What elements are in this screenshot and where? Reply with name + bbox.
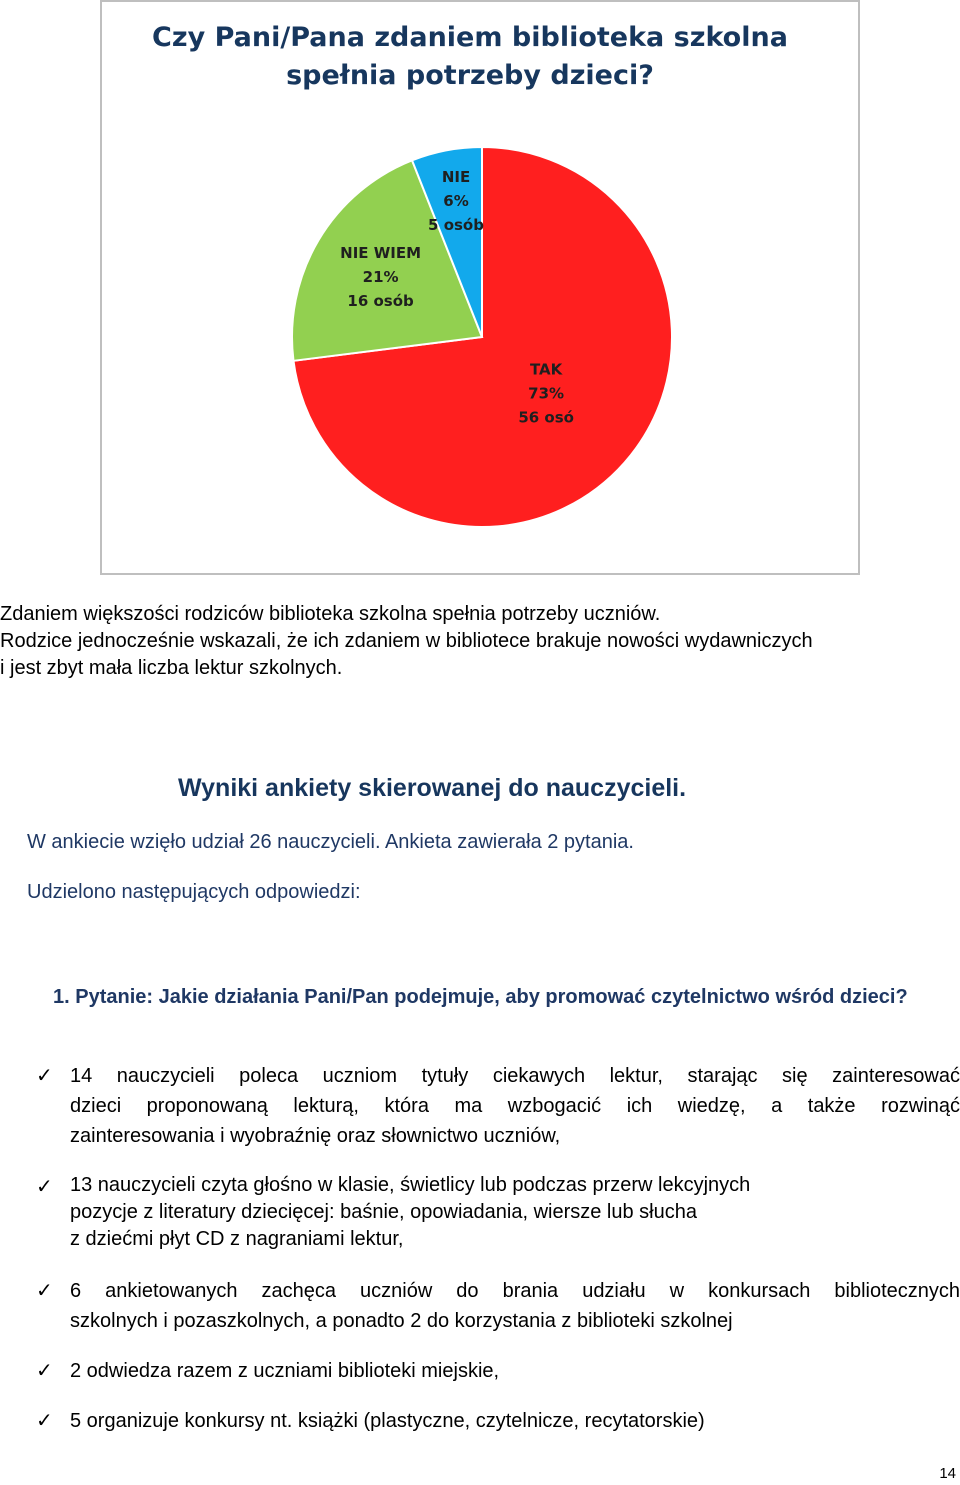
pie-label-nie-wiem-line-3: 16 osób	[347, 292, 414, 311]
answer-1-line-1: 14 nauczycieli poleca uczniom tytuły ciekawych lektur, starając się zainteresować	[70, 1065, 960, 1087]
question-1: 1. Pytanie: Jakie działania Pani/Pan podejmuje, aby promować czytelnictwo wśród dzieci?	[53, 986, 908, 1008]
chart-title-line-2: spełnia potrzeby dzieci?	[286, 60, 654, 91]
intro-line-2: Udzielono następujących odpowiedzi:	[27, 881, 361, 903]
pie-label-tak-line-3: 56 osó	[518, 408, 574, 427]
pie-label-nie-wiem-line-1: NIE WIEM	[340, 244, 422, 263]
pie-label-nie-line-2: 6%	[443, 191, 469, 210]
answer-2-line-1: 13 nauczycieli czyta głośno w klasie, świetlicy lub podczas przerw lekcyjnych	[70, 1174, 751, 1196]
answer-item-5	[70, 1406, 960, 1436]
intro-line-1: W ankiecie wzięło udział 26 nauczycieli. Ankieta zawierała 2 pytania.	[27, 831, 634, 853]
pie-label-tak-line-1: TAK	[529, 360, 563, 379]
answer-3-line-1: 6 ankietowanych zachęca uczniów do brania udziału w konkursach bibliotecznych	[70, 1280, 960, 1302]
answer-item-4	[70, 1356, 960, 1386]
answer-item-2	[70, 1172, 960, 1253]
section-heading: Wyniki ankiety skierowanej do nauczycieli.	[178, 774, 687, 802]
pie-label-tak-line-2: 73%	[528, 384, 565, 403]
pie-label-nie-wiem-line-2: 21%	[362, 268, 399, 287]
summary-line-3: i jest zbyt mała liczba lektur szkolnych.	[0, 657, 343, 679]
answer-2-line-3: z dziećmi płyt CD z nagraniami lektur,	[70, 1228, 404, 1250]
answer-item-1	[70, 1061, 960, 1151]
chart-title-line-1: Czy Pani/Pana zdaniem biblioteka szkolna	[152, 22, 788, 53]
pie-chart	[102, 2, 858, 573]
answer-3-line-2: szkolnych i pozaszkolnych, a ponadto 2 do korzystania z biblioteki szkolnej	[70, 1310, 733, 1332]
answer-1-line-2: dzieci proponowaną lekturą, która ma wzbogacić ich wiedzę, a także rozwinąć	[70, 1095, 960, 1117]
answer-5-line-1: 5 organizuje konkursy nt. książki (plastyczne, czytelnicze, recytatorskie)	[70, 1410, 705, 1432]
summary-line-2: Rodzice jednocześnie wskazali, że ich zdaniem w bibliotece brakuje nowości wydawniczych	[0, 630, 813, 652]
check-icon: ✓	[36, 1410, 53, 1432]
check-icon: ✓	[36, 1065, 53, 1087]
summary-line-1: Zdaniem większości rodziców biblioteka szkolna spełnia potrzeby uczniów.	[0, 603, 661, 625]
answer-4-line-1: 2 odwiedza razem z uczniami biblioteki miejskie,	[70, 1360, 500, 1382]
check-icon: ✓	[36, 1280, 53, 1302]
check-icon: ✓	[36, 1176, 53, 1198]
check-icon: ✓	[36, 1360, 53, 1382]
pie-chart-frame	[100, 0, 860, 575]
pie-label-nie-line-3: 5 osób	[428, 215, 484, 234]
answer-2-line-2: pozycje z literatury dziecięcej: baśnie, opowiadania, wiersze lub słucha	[70, 1201, 697, 1223]
page-number: 14	[939, 1465, 956, 1482]
answer-item-3	[70, 1276, 960, 1336]
answer-1-line-3: zainteresowania i wyobraźnię oraz słownictwo uczniów,	[70, 1125, 561, 1147]
pie-label-nie-line-1: NIE	[441, 167, 471, 186]
